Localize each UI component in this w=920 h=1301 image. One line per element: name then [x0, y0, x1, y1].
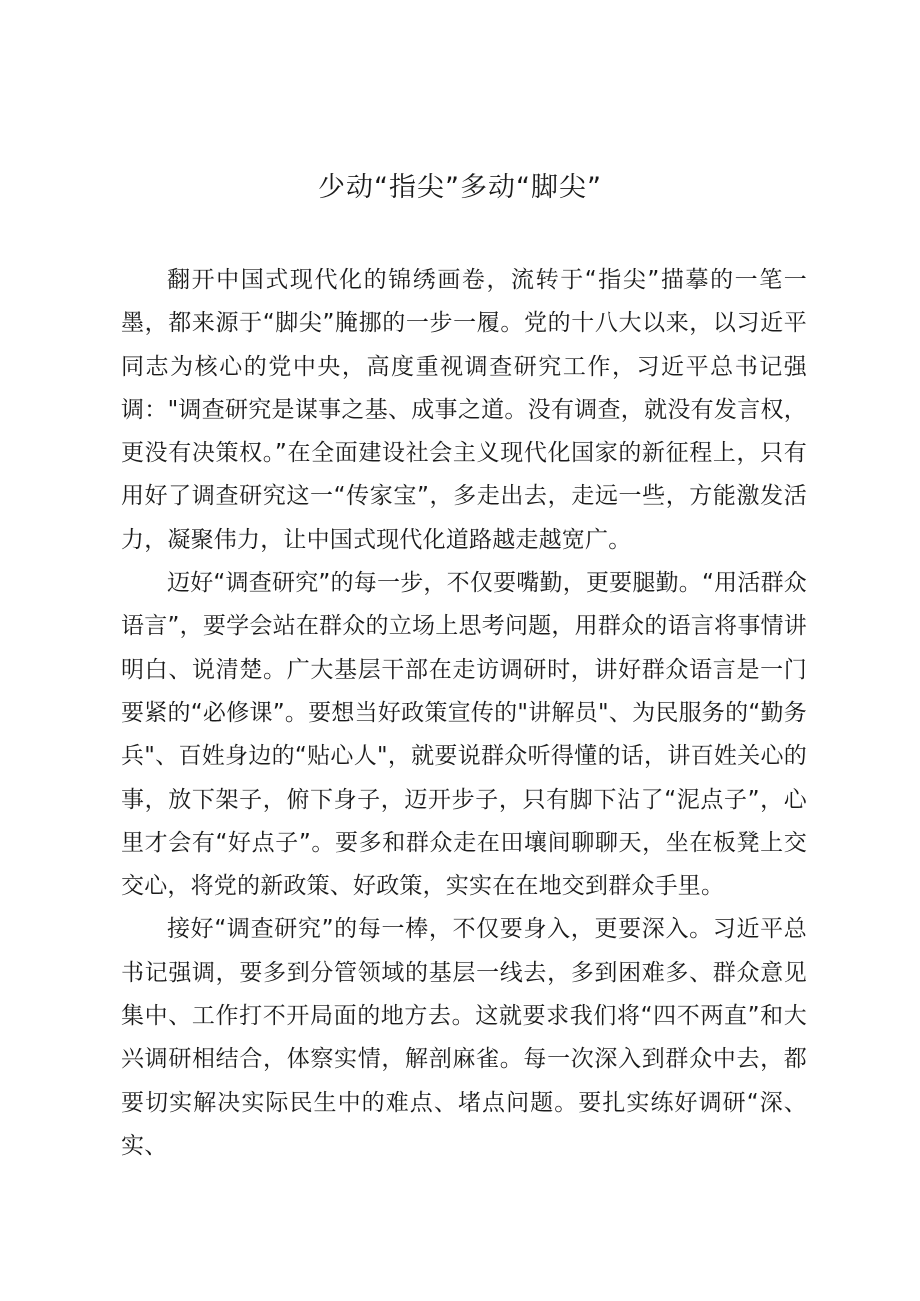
article-body: [121, 259, 807, 1168]
paragraph-intro: 翻开中国式现代化的锦绣画卷，流转于“指尖”描摹的一笔一墨，都来源于“脚尖”腌挪的一步一履。党的十八大以来，以习近平同志为核心的党中央，高度重视调查研究工作，习近平总书记强调："调查研究是谋事之基、成事之道。没有调查，就没有发言权，更没有决策权。”在全面建设社会主义现代化国家的新征程上，只有用好了调查研究这一“传家宝”，多走出去，走远一些，方能激发活力，凝聚伟力，让中国式现代化道路越走越宽广。: [121, 267, 807, 553]
page-title: 少动“指尖”多动“脚尖”: [318, 172, 602, 203]
paragraph-step: 迈好“调查研究”的每一步，不仅要嘴勤，更要腿勤。“用活群众语言”，要学会站在群众的立场上思考问题，用群众的语言将事情讲明白、说清楚。广大基层干部在走访调研时，讲好群众语言是一门要紧的“必修课”。要想当好政策宣传的"讲解员"、为民服务的“勤务兵"、百姓身边的“贴心人"，就要说群众听得懂的话，讲百姓关心的事，放下架子，俯下身子，迈开步子，只有脚下沾了“泥点子”，心里才会有“好点子”。要多和群众走在田壤间聊聊天，坐在板凳上交交心，将党的新政策、好政策，实实在在地交到群众手里。: [121, 570, 807, 900]
paragraph-relay: 接好“调查研究”的每一棒，不仅要身入，更要深入。习近平总书记强调，要多到分管领域的基层一线去，多到困难多、群众意见集中、工作打不开局面的地方去。这就要求我们将“四不两直”和大兴调研相结合，体察实情，解剖麻雀。每一次深入到群众中去，都要切实解决实际民生中的难点、堵点问题。要扎实练好调研“深、实、: [121, 916, 807, 1159]
